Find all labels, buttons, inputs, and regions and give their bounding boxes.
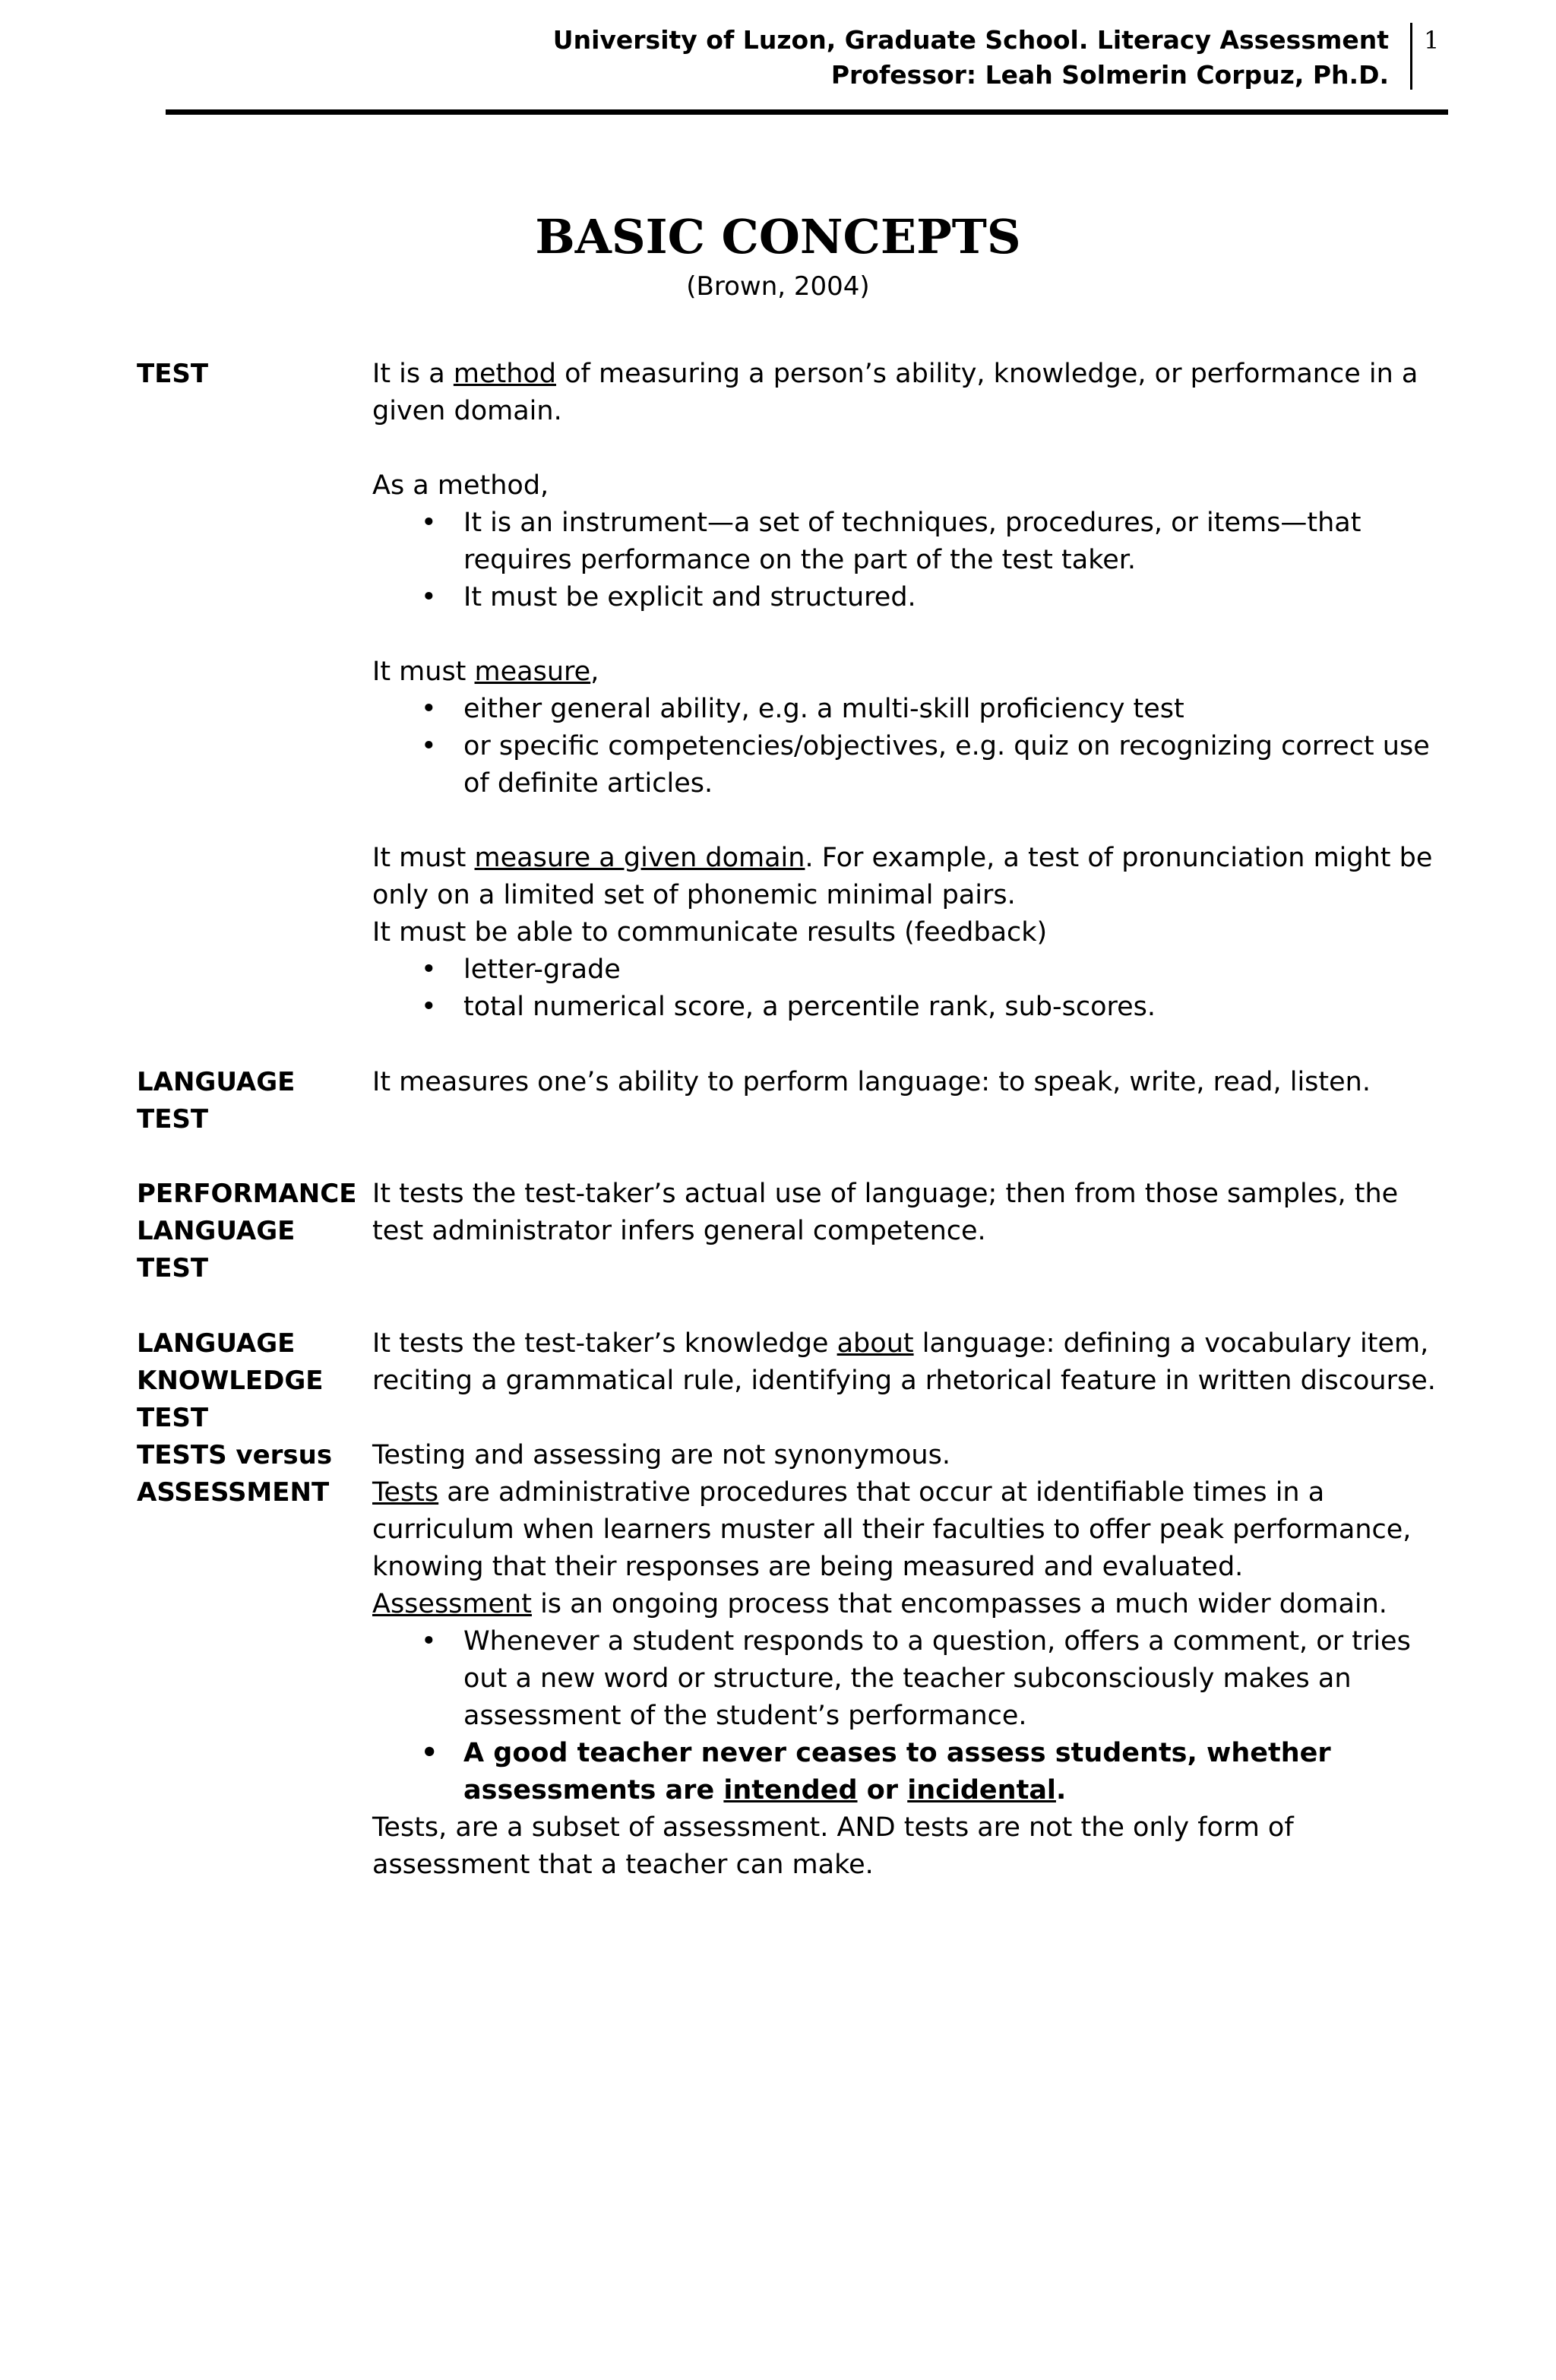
list-item: • or specific competencies/objectives, e.g. quiz on recognizing correct use of definite articles. — [372, 728, 1444, 802]
method-list — [372, 505, 1444, 616]
term-test — [137, 356, 349, 393]
term-label: TEST — [137, 359, 209, 389]
list-item: • Whenever a student responds to a question, offers a comment, or tries out a new word or structure, the teacher subconsciously makes an assessment of the student’s performance. — [372, 1623, 1444, 1735]
closing-paragraph: Tests, are a subset of assessment. AND tests are not the only form of assessment that a teacher can make. — [372, 1812, 1294, 1880]
measure-list — [372, 691, 1444, 802]
header-divider — [1410, 23, 1412, 90]
emphasis-domain: measure a given domain — [474, 843, 805, 873]
definition-language-knowledge-test: It tests the test-taker’s knowledge about language: defining a vocabulary item, reciting a grammatical rule, identifying a rhetorical feature in written discourse. Testing and assessing are not synonymous. Tests are administrative procedures that occur at identifiable times in a curriculum when learners muster all their faculties to offer peak performance, knowing that their responses are being measured and evaluated. Assessment is an ongoing process that encompasses a much wider domain. • Whenever a student responds to a question, offers a comment, or tries out a new word or structure, the teacher subconsciously makes an assessment of the student’s performance. • A good teacher never ceases to assess students, whether assessments are intended or incidental. Tests, are a subset of assessment. AND tests are not the only form of assessment that a teacher can make. — [372, 1325, 1444, 1884]
measure-intro: It must measure, — [372, 657, 599, 687]
term-performance-language-test: PERFORMANCE LANGUAGE TEST — [137, 1179, 357, 1283]
list-item: • letter-grade — [372, 951, 1444, 989]
not-synonymous: Testing and assessing are not synonymous. — [372, 1440, 950, 1470]
emphasis-method: method — [453, 359, 557, 389]
list-item: • either general ability, e.g. a multi-skill proficiency test — [372, 691, 1444, 728]
term-language-test: LANGUAGE TEST — [137, 1067, 296, 1135]
running-header — [553, 23, 1389, 93]
assessment-list — [372, 1623, 1444, 1809]
page-number: 1 — [1424, 26, 1440, 55]
definition-performance-language-test: It tests the test-taker’s actual use of language; then from those samples, the test administrator infers general competence. — [372, 1179, 1399, 1246]
method-intro: As a method, — [372, 470, 549, 501]
emphasis-about: about — [837, 1328, 914, 1359]
emphasis-assessment: Assessment — [372, 1589, 532, 1619]
header-professor-line: Professor: Leah Solmerin Corpuz, Ph.D. — [830, 60, 1389, 90]
emphasis-measure: measure — [474, 657, 591, 687]
header-course-line: University of Luzon, Graduate School. Literacy Assessment — [552, 25, 1389, 55]
page-subtitle: (Brown, 2004) — [686, 271, 870, 302]
term-language-knowledge-test: LANGUAGE KNOWLEDGE TEST TESTS versus ASSESSMENT — [137, 1325, 349, 1511]
tests-definition: Tests are administrative procedures that occur at identifiable times in a curriculum when learners muster all their faculties to offer peak performance, knowing that their responses are being measured and evaluated. — [372, 1477, 1412, 1582]
list-item: • total numerical score, a percentile rank, sub-scores. — [372, 989, 1444, 1026]
communicate-list — [372, 951, 1444, 1026]
list-item: • It is an instrument—a set of techniques, procedures, or items—that requires performance on the part of the test taker. — [372, 505, 1444, 579]
page-title: BASIC CONCEPTS — [535, 209, 1021, 264]
header-rule — [166, 109, 1448, 115]
definition-test — [372, 356, 1444, 1026]
list-item: • It must be explicit and structured. — [372, 579, 1444, 616]
assessment-definition: Assessment is an ongoing process that encompasses a much wider domain. — [372, 1589, 1387, 1619]
domain-paragraph: It must measure a given domain. For example, a test of pronunciation might be only on a limited set of phonemic minimal pairs. — [372, 843, 1433, 910]
emphasis-tests: Tests — [372, 1477, 439, 1508]
communicate-intro: It must be able to communicate results (feedback) — [372, 917, 1048, 948]
definition-paragraph: It is a method of measuring a person’s ability, knowledge, or performance in a given domain. — [372, 359, 1418, 426]
definition-language-test: It measures one’s ability to perform language: to speak, write, read, listen. — [372, 1067, 1371, 1097]
term-tests-versus-assessment: TESTS versus — [137, 1440, 333, 1470]
list-item: • A good teacher never ceases to assess students, whether assessments are intended or incidental. — [372, 1735, 1444, 1809]
